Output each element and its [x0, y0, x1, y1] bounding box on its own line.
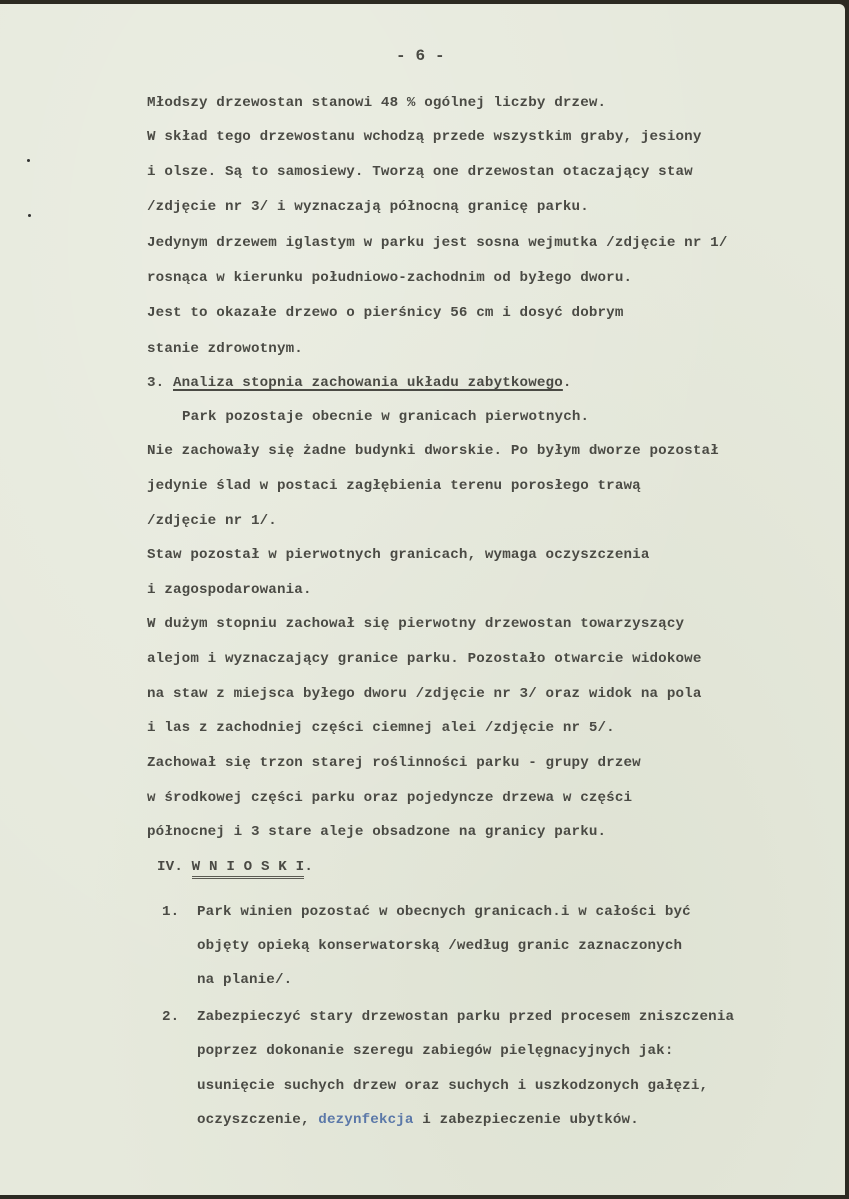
text-line: i las z zachodniej części ciemnej alei /zdjęcie nr 5/.	[147, 720, 615, 736]
text-line: Staw pozostał w pierwotnych granicach, wymaga oczyszczenia	[147, 547, 650, 563]
section-number: IV.	[157, 859, 183, 875]
section-title: W N I O S K I	[192, 859, 305, 879]
document-page	[0, 4, 845, 1195]
section-4-heading	[157, 860, 313, 874]
text-line: Jedynym drzewem iglastym w parku jest sosna wejmutka /zdjęcie nr 1/	[147, 235, 728, 251]
handwritten-correction: dezynfekcja	[318, 1112, 414, 1128]
text-line: jedynie ślad w postaci zagłębienia terenu porosłego trawą	[147, 478, 641, 494]
text-line: Młodszy drzewostan stanowi 48 % ogólnej liczby drzew.	[147, 95, 607, 111]
text-line: alejom i wyznaczający granice parku. Pozostało otwarcie widokowe	[147, 651, 702, 667]
list-item-line: Park winien pozostać w obecnych granicach.i w całości być	[197, 904, 691, 920]
list-item-number: 1.	[162, 904, 180, 920]
list-item-line: poprzez dokonanie szeregu zabiegów pielęgnacyjnych jak:	[197, 1043, 674, 1059]
text-line: rosnąca w kierunku południowo-zachodnim od byłego dworu.	[147, 270, 633, 286]
section-number: 3.	[147, 375, 165, 391]
list-item-line: na planie/.	[197, 972, 293, 988]
list-item-line: objęty opieką konserwatorską /według granic zaznaczonych	[197, 938, 683, 954]
text-line: Zachował się trzon starej roślinności parku - grupy drzew	[147, 755, 641, 771]
list-item-line: Zabezpieczyć stary drzewostan parku przed procesem zniszczenia	[197, 1009, 735, 1025]
text-line: i zagospodarowania.	[147, 582, 312, 598]
text-line: Jest to okazałe drzewo o pierśnicy 56 cm i dosyć dobrym	[147, 305, 624, 321]
text-line: w środkowej części parku oraz pojedyncze drzewa w części	[147, 790, 633, 806]
page-number: - 6 -	[396, 47, 445, 65]
section-3-heading	[147, 376, 572, 390]
text-line: Park pozostaje obecnie w granicach pierwotnych.	[182, 409, 590, 425]
margin-mark	[27, 159, 30, 162]
text-line: /zdjęcie nr 3/ i wyznaczają północną granicę parku.	[147, 199, 589, 215]
text-line: na staw z miejsca byłego dworu /zdjęcie nr 3/ oraz widok na pola	[147, 686, 702, 702]
section-title-period: .	[304, 859, 313, 875]
text-line: W dużym stopniu zachował się pierwotny drzewostan towarzyszący	[147, 616, 685, 632]
line-suffix: i zabezpieczenie ubytków.	[413, 1112, 639, 1128]
text-line: /zdjęcie nr 1/.	[147, 513, 277, 529]
list-item-line: usunięcie suchych drzew oraz suchych i uszkodzonych gałęzi,	[197, 1078, 709, 1094]
text-line: Nie zachowały się żadne budynki dworskie. Po byłym dworze pozostał	[147, 443, 719, 459]
margin-mark	[28, 214, 31, 217]
list-item-line	[197, 1113, 639, 1127]
line-prefix: oczyszczenie,	[197, 1112, 319, 1128]
list-item-number: 2.	[162, 1009, 180, 1025]
text-line: i olsze. Są to samosiewy. Tworzą one drzewostan otaczający staw	[147, 164, 693, 180]
text-line: stanie zdrowotnym.	[147, 341, 303, 357]
section-title-period: .	[562, 375, 572, 391]
text-line: W skład tego drzewostanu wchodzą przede wszystkim graby, jesiony	[147, 129, 702, 145]
section-title: Analiza stopnia zachowania układu zabytkowego	[173, 375, 563, 391]
text-line: północnej i 3 stare aleje obsadzone na granicy parku.	[147, 824, 607, 840]
